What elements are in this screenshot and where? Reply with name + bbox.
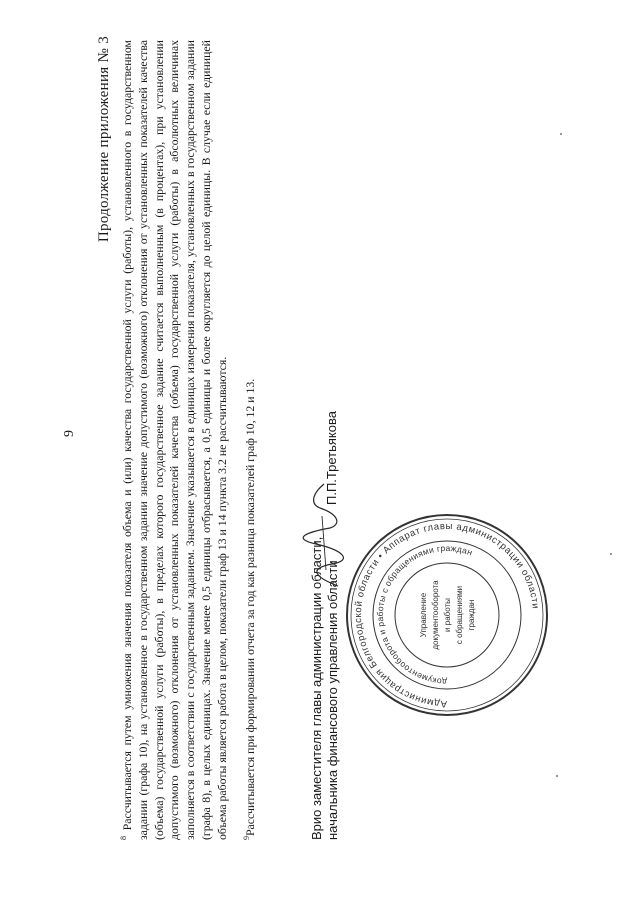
footnote-9-marker: 9 <box>241 836 251 840</box>
official-seal <box>342 510 552 720</box>
scan-speck <box>556 775 558 777</box>
footnote-8-marker: 8 <box>119 836 129 840</box>
scan-speck <box>610 553 612 555</box>
appendix-continuation-title: Продолжение приложения № 3 <box>96 36 112 243</box>
footnote-8-text: Рассчитывается путем умножения значения показателя объема и (или) качества государственной услуги (работы), установленного в государственном задании (графа 10), на установленное в государственном задании значение допустимого (возможного) отклонения от установленных показателей качества (объема) государственной услуги (работы), в пределах которого государственное задание считается выполненным (в процентах), при установлении допустимого (возможного) отклонения от установленных показателей качества (объема) государственной услуги (работы) в абсолютных величинах заполняется в соответствии с государственным заданием. Значение указывается в единицах измерения показателя, установленных в государственном задании (графа 8), в целых единицах. Значение менее 0,5 единицы отбрасывается, а 0,5 единицы и более округляется до целой единицы. В случае если единицей объема работы является работа в целом, показатели граф 13 и 14 пункта 3.2 не рассчитываются. <box>120 39 229 840</box>
footnote-8 <box>120 40 231 840</box>
seal-center-line-5: граждан <box>467 599 476 631</box>
seal-center-text <box>419 580 476 650</box>
signature-block <box>300 40 380 840</box>
footnote-9 <box>243 40 259 840</box>
scan-speck <box>560 133 562 135</box>
footnotes <box>120 40 258 840</box>
signatory-name: П.П.Третьякова <box>324 411 339 505</box>
footnote-9-text: Рассчитывается при формировании отчета за год как разница показателей граф 10, 12 и 13. <box>242 378 257 836</box>
seal-outer-text: Администрация Белгородской области • Аппарат главы администрации области <box>352 520 541 710</box>
seal-center-line-3: и работы <box>443 598 452 632</box>
seal-center-line-2: документооборота <box>431 580 440 650</box>
seal-inner-text: документооборота и работы с обращениями граждан <box>374 542 475 688</box>
page-number: 9 <box>62 430 77 437</box>
seal-center-line-1: Управление <box>419 592 428 638</box>
signatory-position-line-2: начальника финансового управления области <box>325 560 340 840</box>
seal-graphic <box>342 510 552 720</box>
seal-center-line-4: с обращениями <box>455 585 464 645</box>
signatory-position-line-1: Врио заместителя главы администрации области, <box>309 536 324 840</box>
